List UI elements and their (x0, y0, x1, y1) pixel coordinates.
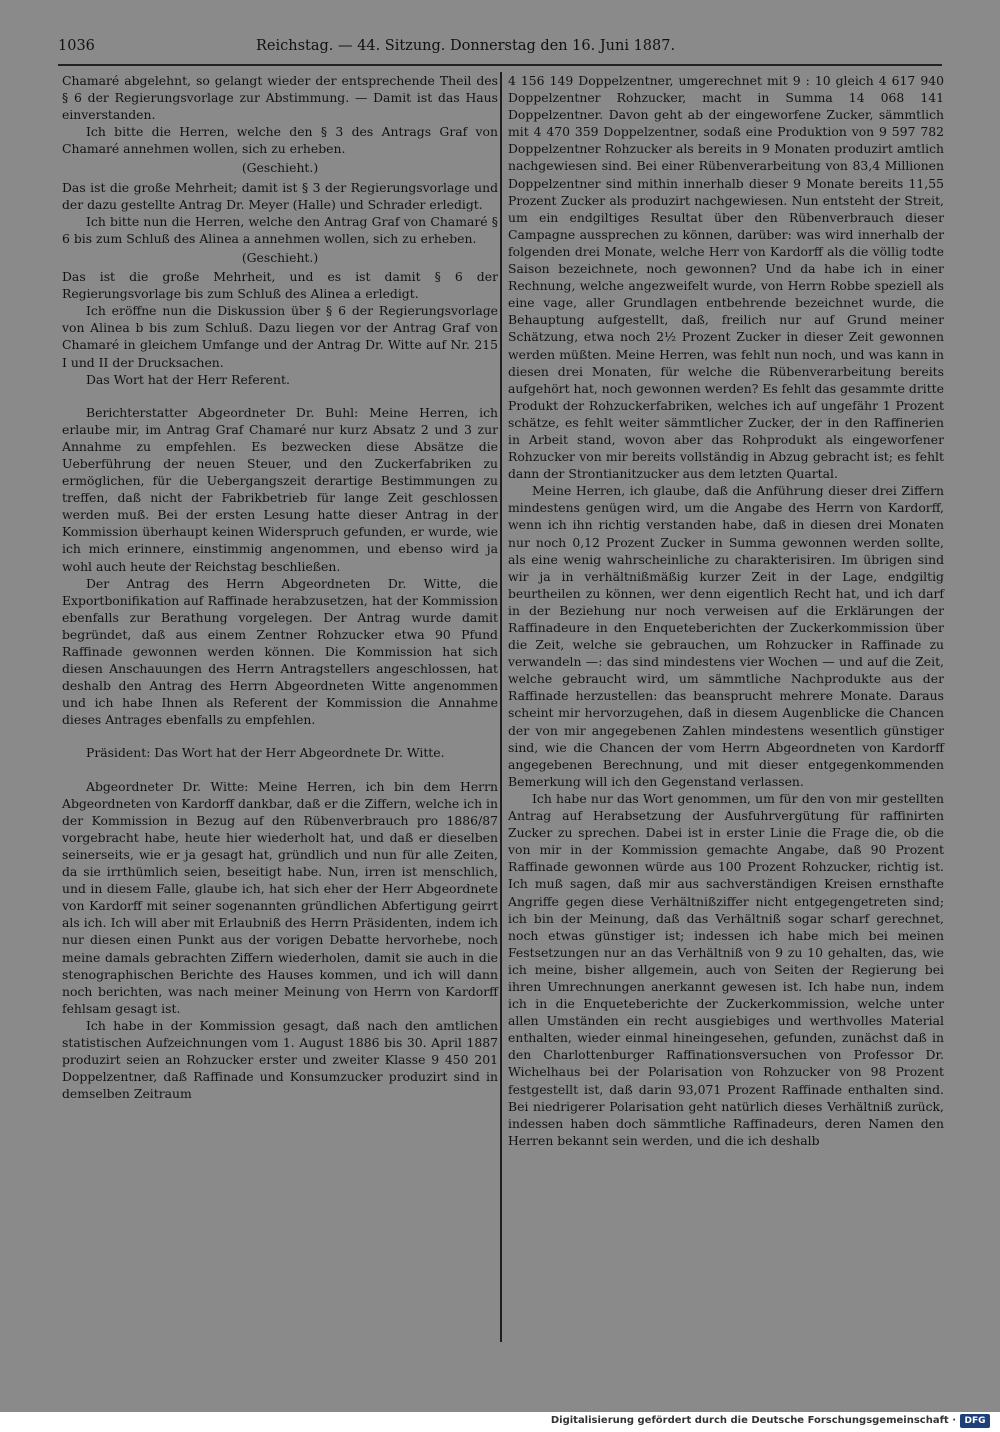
paragraph: Meine Herren, ich glaube, daß die Anführung dieser drei Ziffern mindestens genügen wird, um die Angabe des Herrn von Kardorff, wenn ich ihn richtig verstanden habe, daß in diesen drei Monaten nur noch 0,12 Prozent Zucker in Summa gewonnen werden sollte, als eine wenig wahrscheinliche zu charakterisiren. Im übrigen sind wir ja in verhältnißmäßig kurzer Zeit in der Lage, endgiltig beurtheilen zu können, wer denn eigentlich Recht hat, und ich darf in der Beziehung nur noch verweisen auf die Erklärungen der Raffinadeure in den Enqueteberichten der Zuckerkommission über die Zeit, welche sie gebrauchen, um Rohzucker in Raffinade zu verwandeln —: das sind mindestens vier Wochen — und auf die Zeit, welche gebraucht wird, um sämmtliche Nachprodukte aus der Raffinade herzustellen: das beansprucht mehrere Monate. Daraus scheint mir hervorzugehen, daß in diesem Augenblicke die Chancen der von mir angegebenen Zahlen mindestens wesentlich günstiger sind, wie die Chancen der vom Herrn Abgeordneten von Kardorff angegebenen Berechnung, und mit dieser entgegenkommenden Bemerkung will ich den Gegenstand verlassen. (508, 483, 944, 789)
left-column (62, 72, 498, 1102)
paragraph: Abgeordneter Dr. Witte: Meine Herren, ich bin dem Herrn Abgeordneten von Kardorff dankbar, daß er die Ziffern, welche ich in der Kommission in Bezug auf den Rübenverbrauch pro 1886/87 vorgebracht habe, heute hier wiederholt hat, und daß er dieselben seinerseits, wie er ja gesagt hat, gründlich und nun für alle Zeiten, da sie irrthümlich seien, beseitigt habe. Nun, irren ist menschlich, und in diesem Falle, glaube ich, hat sich eher der Herr Abgeordnete von Kardorff mit seiner sogenannten gründlichen Abfertigung geirrt als ich. Ich will aber mit Erlaubniß des Herrn Präsidenten, indem ich nur diesen einen Punkt aus der vorigen Debatte hervorhebe, noch meine damals gebrachten Ziffern wiederholen, damit sie auch in die stenographischen Berichte des Hauses kommen, und ich will dann noch berichten, was nach meiner Meinung von Herrn von Kardorff fehlsam gesagt ist. (62, 778, 498, 1016)
page-header (58, 38, 938, 60)
paragraph: Ich bitte die Herren, welche den § 3 des Antrags Graf von Chamaré annehmen wollen, sich zu erheben. (62, 124, 498, 157)
running-head: Reichstag. — 44. Sitzung. Donnerstag den 16. Juni 1887. (256, 38, 676, 54)
page-number: 1036 (58, 38, 95, 54)
dfg-logo: DFG (960, 1414, 990, 1428)
right-column (508, 72, 944, 1149)
paragraph: Berichterstatter Abgeordneter Dr. Buhl: Meine Herren, ich erlaube mir, im Antrag Graf Chamaré nur kurz Absatz 2 und 3 zur Annahme zu empfehlen. Es bezwecken diese Absätze die Ueberführung der neuen Steuer, und den Zuckerfabriken zu ermöglichen, für die Uebergangszeit derartige Bestimmungen zu treffen, daß nicht der Fabrikbetrieb für lange Zeit geschlossen werden muß. Bei der ersten Lesung hatte dieser Antrag in der Kommission überhaupt keinen Widerspruch gefunden, er wurde, wie ich mich erinnere, einstimmig angenommen, und ebenso wird ja wohl auch heute der Reichstag beschließen. (62, 404, 498, 574)
paragraph: Der Antrag des Herrn Abgeordneten Dr. Witte, die Exportbonifikation auf Raffinade herabzusetzen, hat der Kommission ebenfalls zur Berathung vorgelegen. Der Antrag wurde damit begründet, daß aus einem Zentner Rohzucker etwa 90 Pfund Raffinade gewonnen werden können. Die Kommission hat sich diesen Anschauungen des Herrn Antragstellers angeschlossen, hat deshalb den Antrag des Herrn Abgeordneten Witte angenommen und ich habe Ihnen als Referent der Kommission die Annahme dieses Antrages ebenfalls zu empfehlen. (62, 575, 498, 728)
paragraph: Ich habe in der Kommission gesagt, daß nach den amtlichen statistischen Aufzeichnungen vom 1. August 1886 bis 30. April 1887 produzirt seien an Rohzucker erster und zweiter Klasse 9 450 201 Doppelzentner, daß Raffinade und Konsumzucker produzirt sind in demselben Zeitraum (62, 1017, 498, 1102)
paragraph: Das ist die große Mehrheit; damit ist § 3 der Regierungsvorlage und der dazu gestellte Antrag Dr. Meyer (Halle) und Schrader erledigt. (62, 179, 498, 212)
footer (0, 1412, 1000, 1432)
paragraph: Ich habe nur das Wort genommen, um für den von mir gestellten Antrag auf Herabsetzung der Ausfuhrvergütung für raffinirten Zucker zu sprechen. Dabei ist in erster Linie die Frage die, ob die von mir in der Kommission gemachte Angabe, daß 90 Prozent Raffinade gewonnen würde aus 100 Prozent Rohzucker, richtig ist. Ich muß sagen, daß mir aus sachverständigen Kreisen ernsthafte Angriffe gegen diese Verhältnißziffer nicht entgegengetreten sind; ich bin der Meinung, daß das Verhältniß sogar scharf gerechnet, noch etwas günstiger ist; indessen ich habe mich bei meinen Festsetzungen nur an das Verhältniß von 9 zu 10 gehalten, das, wie ich meine, bisher allgemein, auch von Seiten der Regierung bei ihren Umrechnungen anerkannt gewesen ist. Ich habe nun, indem ich in die Enqueteberichte der Zuckerkommission, welche unter allen Umständen ein recht ausgiebiges und werthvolles Material enthalten, wieder einmal hineingesehen, gefunden, zunächst daß in den Charlottenburger Raffinationsversuchen von Professor Dr. Wichelhaus bei der Polarisation von Rohzucker von 98 Prozent festgestellt ist, daß darin 93,071 Prozent Raffinade enthalten sind. Bei niedrigerer Polarisation geht natürlich dieses Verhältniß zurück, indessen haben doch sämmtliche Raffinadeurs, deren Namen den Herren bekannt sein werden, und die ich deshalb (508, 790, 944, 1148)
paragraph: (Geschieht.) (241, 160, 319, 176)
funding-note: Digitalisierung gefördert durch die Deutsche Forschungsgemeinschaft · (550, 1415, 956, 1426)
paragraph: Ich eröffne nun die Diskussion über § 6 der Regierungsvorlage von Alinea b bis zum Schluß. Dazu liegen vor der Antrag Graf von Chamaré in gleichem Umfange und der Antrag Dr. Witte auf Nr. 215 I und II der Drucksachen. (62, 303, 498, 370)
column-divider (500, 72, 502, 1342)
paragraph: Präsident: Das Wort hat der Herr Abgeordnete Dr. Witte. (86, 745, 445, 761)
header-rule (58, 64, 942, 66)
paragraph: (Geschieht.) (241, 249, 319, 265)
paragraph: 4 156 149 Doppelzentner, umgerechnet mit 9 : 10 gleich 4 617 940 Doppelzentner Rohzucker, macht in Summa 14 068 141 Doppelzentner. Davon geht ab der eingeworfene Zucker, sämmtlich mit 4 470 359 Doppelzentner, sodaß eine Produktion von 9 597 782 Doppelzentner Rohzucker als bereits in 9 Monaten produzirt amtlich nachgewiesen sind. Bei einer Rübenverarbeitung von 83,4 Millionen Doppelzentner sind mithin innerhalb dieser 9 Monate bereits 11,55 Prozent Zucker als produzirt nachgewiesen. Nun entsteht der Streit, um ein endgiltiges Resultat über den Rübenverbrauch dieser Campagne aussprechen zu können, darüber: was wird innerhalb der folgenden drei Monate, welche Herr von Kardorff als die völlig todte Saison bezeichnete, noch gewonnen? Und da habe ich in einer Rechnung, welche angezweifelt wurde, von Herrn Robbe speziell als eine vage, aller Grundlagen entbehrende bezeichnet wurde, die Behauptung aufgestellt, daß, freilich nur auf Grund meiner Schätzung, etwa noch 2½ Prozent Zucker in dieser Zeit gewonnen werden müßten. Meine Herren, was fehlt nun noch, und was kann in diesen drei Monaten, für welche die Rübenverarbeitung bereits aufgehört hat, noch gewonnen werden? Es fehlt das gesammte dritte Produkt der Rohzuckerfabriken, welches ich auf ungefähr 1 Prozent schätze, es fehlt weiter sämmtlicher Zucker, der in den Raffinerien in Arbeit stand, wovon aber das Rohprodukt als eingeworfener Rohzucker von mir bereits vollständig in Abzug gebracht ist; es fehlt dann der Strontianitzucker aus dem letzten Quartal. (508, 73, 944, 482)
paragraph: Das Wort hat der Herr Referent. (86, 371, 290, 387)
paragraph: Ich bitte nun die Herren, welche den Antrag Graf von Chamaré § 6 bis zum Schluß des Alinea a annehmen wollen, sich zu erheben. (62, 213, 498, 246)
paragraph: Das ist die große Mehrheit, und es ist damit § 6 der Regierungsvorlage bis zum Schluß des Alinea a erledigt. (62, 269, 498, 302)
paragraph: Chamaré abgelehnt, so gelangt wieder der entsprechende Theil des § 6 der Regierungsvorlage zur Abstimmung. — Damit ist das Haus einverstanden. (62, 73, 498, 123)
